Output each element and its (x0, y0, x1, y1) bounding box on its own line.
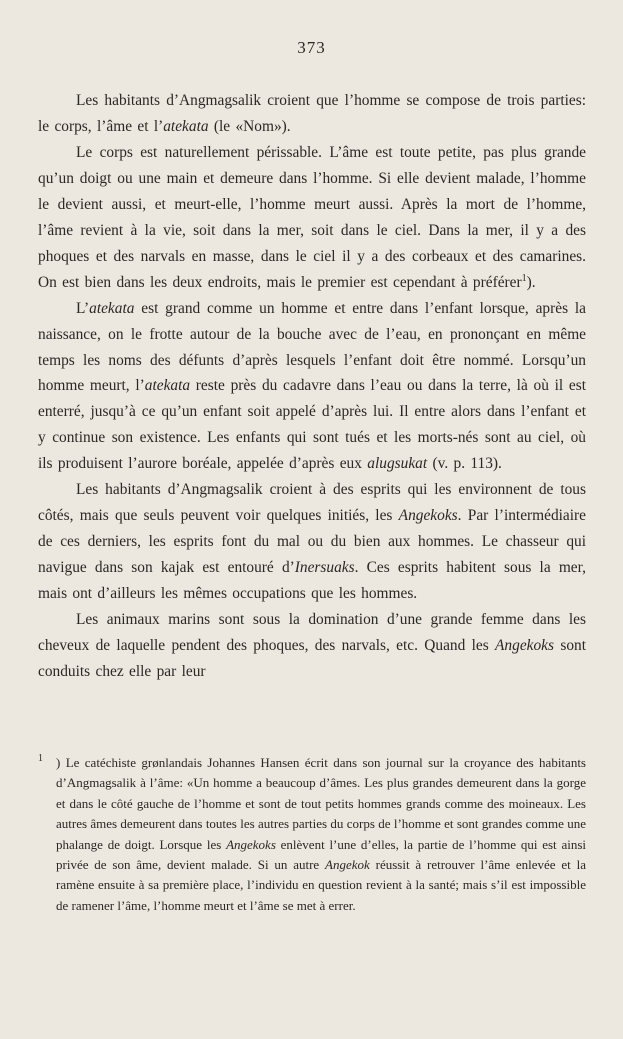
footnote-text-2: enlèvent l’une d’elles, la partie de l’homme qui est ainsi privée de son âme, devient malade. Si un autre (56, 836, 586, 873)
term-inersuaks: Inersuaks (294, 559, 355, 577)
paragraph-3-text-3: reste près du cadavre dans l’eau ou dans la terre, là où il est enterré, jusqu’à ce qu’un enfant soit appelé d’après lui. Il entre alors dans l’enfant et y continue son existence. Les enfants qui sont tués et les morts-nés sont au ciel, où ils produisent l’aurore boréale, appelée d’après eux (38, 377, 586, 473)
paragraph-5 (38, 607, 586, 685)
term-angekoks: Angekoks (398, 507, 458, 525)
paragraph-4-text-2: . Par l’intermédiaire de ces derniers, les esprits font du mal ou du bien aux hommes. Le chasseur qui navigue dans son kajak est entouré d’ (38, 507, 586, 577)
term-angekok: Angekok (325, 857, 370, 873)
footnote-mark: 1 (38, 753, 43, 764)
paragraph-3-text-4: (v. p. 113). (427, 455, 502, 473)
footnote-reference[interactable]: 1 (521, 272, 527, 284)
paragraph-3 (38, 296, 586, 478)
body-text (38, 88, 586, 685)
paragraph-1-text-2: (le «Nom»). (208, 117, 291, 135)
paragraph-2 (38, 140, 586, 296)
footnote-text-3: réussit à retrouver l’âme enlevée et la ramène ensuite à sa première place, l’individu en question revient à la santé; mais s’il est impossible de ramener l’âme, l’homme meurt et l’âme se met à errer. (56, 857, 586, 913)
paragraph-4 (38, 477, 586, 607)
paragraph-5-text-2: sont conduits chez elle par leur (38, 637, 586, 680)
paragraph-2-text: Le corps est naturellement périssable. L’âme est toute petite, pas plus grande qu’un doigt ou une main et demeure dans l’homme. Si elle devient malade, l’homme le devient aussi, et meurt-elle, l’homme meurt aussi. Après la mort de l’homme, l’âme revient à la vie, soit dans la mer, soit dans le ciel. Dans la mer, il y a des phoques et des narvals en masse, dans le ciel il y a des corbeaux et des camarines. On est bien dans les deux endroits, mais le premier est cependant à préférer (38, 143, 586, 291)
page-number: 373 (297, 38, 326, 57)
paragraph-2-text-after: ). (526, 273, 536, 291)
paragraph-3-text-1: L’ (76, 299, 90, 317)
paragraph-5-text-1: Les animaux marins sont sous la domination d’une grande femme dans les cheveux de laquelle pendent des phoques, des narvals, etc. Quand les (38, 611, 586, 655)
term-angekoks: Angekoks (226, 836, 276, 852)
footnote-1 (38, 753, 586, 916)
paragraph-1-text-1: Les habitants d’Angmagsalik croient que l’homme se compose de trois parties: le corps, l’âme et l’ (38, 92, 586, 135)
footnotes (38, 753, 586, 916)
paragraph-3-text-2: est grand comme un homme et entre dans l’enfant lorsque, après la naissance, on le frotte autour de la bouche avec de l’eau, en prononçant en même temps les noms des défunts d’après lesquels l’enfant doit être nommé. Lorsqu’un homme meurt, l’ (38, 299, 586, 395)
term-atekata: atekata (144, 377, 191, 395)
term-angekoks: Angekoks (495, 637, 555, 655)
footnote-text-1: ) Le catéchiste grønlandais Johannes Hansen écrit dans son journal sur la croyance des habitants d’Angmagsalik à l’âme: «Un homme a beaucoup d’âmes. Les plus grandes demeurent dans la gorge et dans le côté gauche de l’homme et sont de tout petits hommes grands comme des moineaux. Les autres âmes demeurent dans toutes les autres parties du corps de l’homme et sont grandes comme une phalange de doigt. Lorsque les (56, 755, 586, 852)
term-atekata: atekata (89, 299, 135, 317)
paragraph-4-text-1: Les habitants d’Angmagsalik croient à des esprits qui les environnent de tous côtés, mais que seuls peuvent voir quelques initiés, les (38, 481, 586, 525)
paragraph-1 (38, 88, 586, 140)
paragraph-4-text-3: . Ces esprits habitent sous la mer, mais ont d’ailleurs les mêmes occupations que les hommes. (38, 559, 586, 603)
term-atekata: atekata (163, 117, 209, 135)
term-alugsukat: alugsukat (367, 455, 428, 473)
